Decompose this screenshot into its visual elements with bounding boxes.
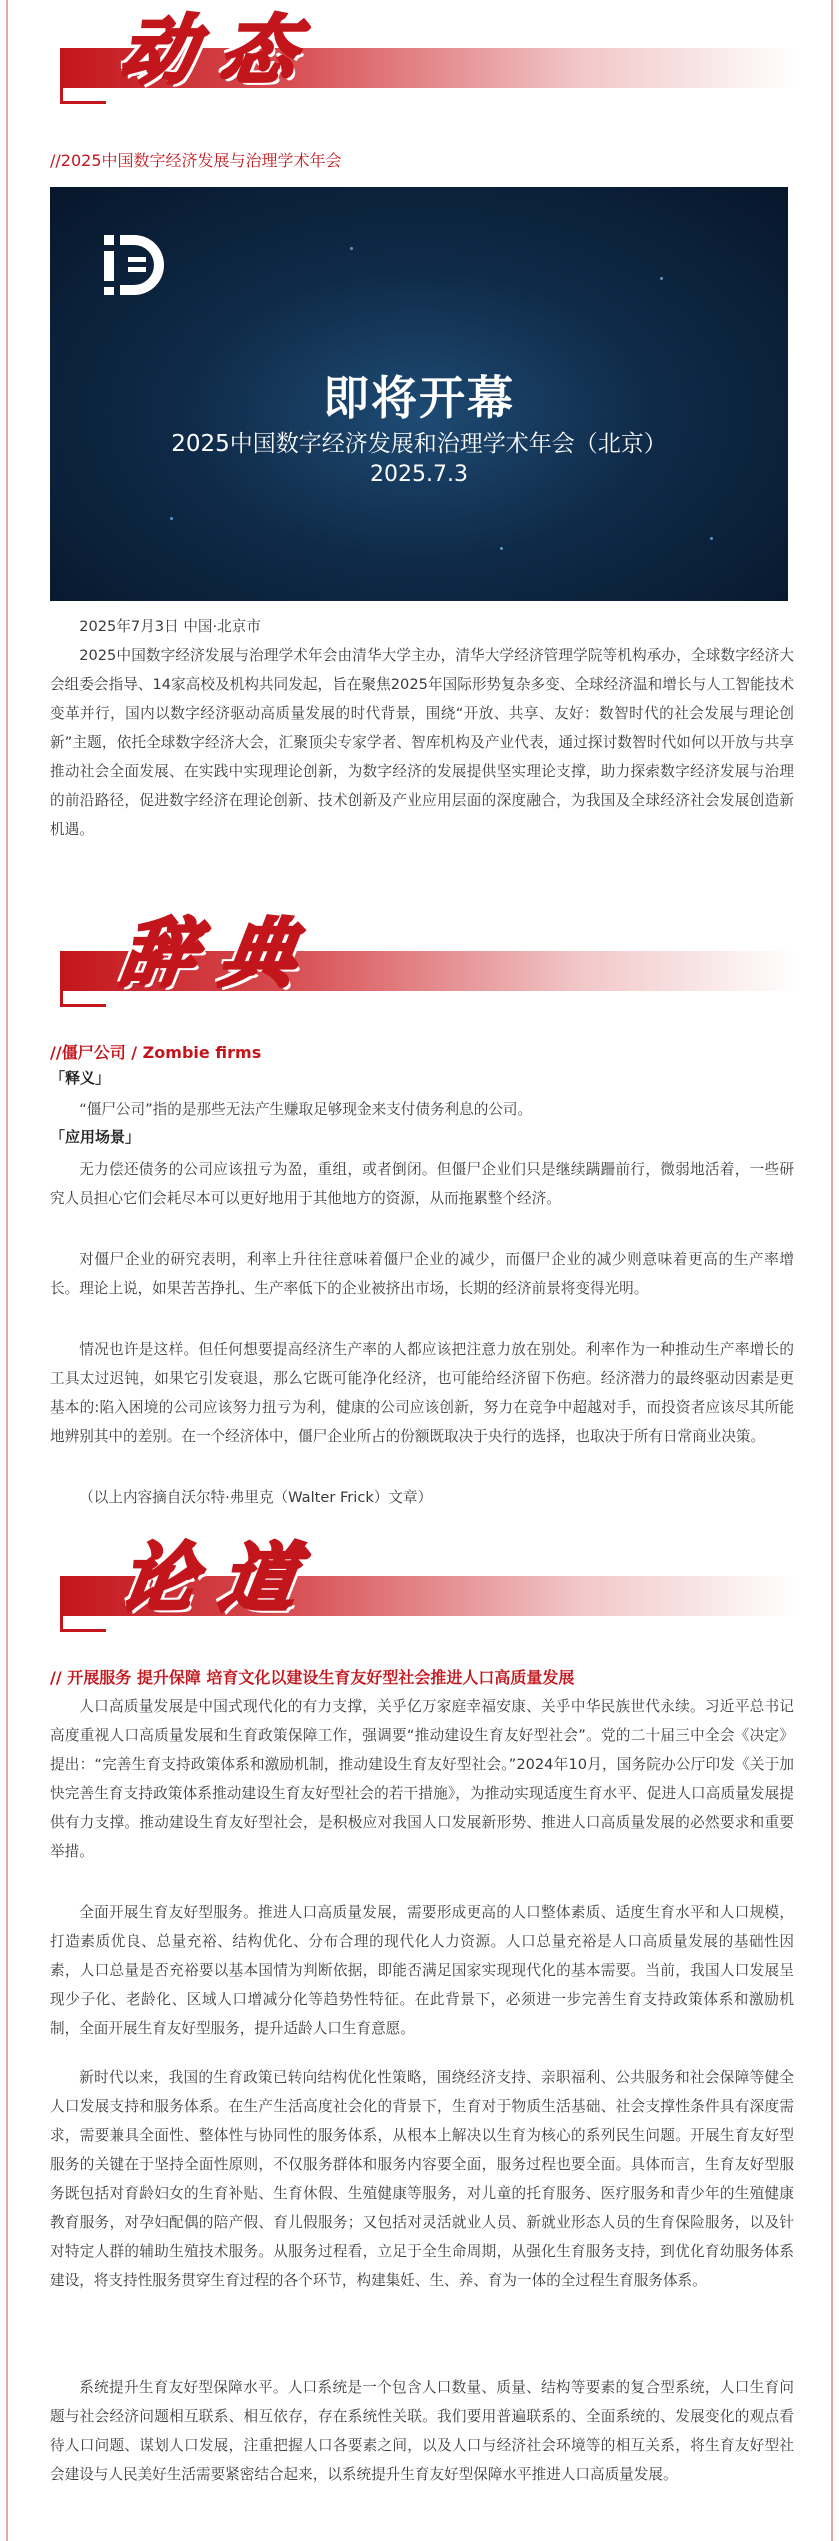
news-subheading[interactable]: //2025中国数字经济发展与治理学术年会 bbox=[50, 151, 342, 170]
banner-accent-line bbox=[60, 101, 106, 104]
poster-headline: 即将开幕 bbox=[323, 371, 515, 425]
news-body: 2025中国数字经济发展与治理学术年会由清华大学主办，清华大学经济管理学院等机构承办，全球数字经济大会组委会指导、14家高校及机构共同发起，旨在聚焦2025年国际形势复杂多变、全球经济温和增长与人工智能技术变革并行，国内以数字经济驱动高质量发展的时代背景，围绕“开放、共享、友好：数智时代的社会发展与理论创新”主题，依托全球数字经济大会，汇聚顶尖专家学者、智库机构及产业代表，通过探讨数智时代如何以开放与共享推动社会全面发展、在实践中实现理论创新，为数字经济的发展提供坚实理论支撑，助力探索数字经济发展与治理的前沿路径，促进数字经济在理论创新、技术创新及产业应用层面的深度融合，为我国及全球经济社会发展创造新机遇。 bbox=[50, 647, 794, 838]
definition-text: “僵尸公司”指的是那些无法产生赚取足够现金来支付债务利息的公司。 bbox=[79, 1101, 533, 1118]
banner-accent-line bbox=[60, 1576, 63, 1632]
section-title: 动态 bbox=[115, 8, 328, 94]
banner-accent-line bbox=[60, 1004, 106, 1007]
source-note: （以上内容摘自沃尔特·弗里克（Walter Frick）文章） bbox=[79, 1489, 433, 1506]
decor-dot bbox=[500, 547, 503, 550]
usage-paragraph: 对僵尸企业的研究表明，利率上升往往意味着僵尸企业的减少，而僵尸企业的减少则意味着更高的生产率增长。理论上说，如果苦苦挣扎、生产率低下的企业被挤出市场，长期的经济前景将变得光明。 bbox=[50, 1251, 794, 1297]
section-banner-cidian bbox=[60, 903, 800, 1013]
essay-paragraph: 新时代以来，我国的生育政策已转向结构优化性策略，围绕经济支持、亲职福利、公共服务和社会保障等健全人口发展支持和服务体系。在生产生活高度社会化的背景下，生育对于物质生活基础、社会支撑性条件具有深度需求，需要兼具全面性、整体性与协同性的服务体系，从根本上解决以生育为核心的系列民生问题。开展生育友好型服务的关键在于坚持全面性原则，不仅服务群体和服务内容要全面，服务过程也要全面。具体而言，生育友好型服务既包括对育龄妇女的生育补贴、生育休假、生殖健康等服务，对儿童的托育服务、医疗服务和青少年的生殖健康教育服务，对孕妇配偶的陪产假、育儿假服务；又包括对灵活就业人员、新就业形态人员的生育保险服务，以及针对特定人群的辅助生殖技术服务。从服务过程看，立足于全生命周期，从强化生育服务支持，到优化育幼服务体系建设，将支持性服务贯穿生育过程的各个环节，构建集妊、生、养、育为一体的全过程生育服务体系。 bbox=[50, 2069, 794, 2289]
decor-dot bbox=[170, 517, 173, 520]
section-title: 论道 bbox=[115, 1536, 328, 1622]
event-poster bbox=[50, 187, 788, 601]
right-border-line bbox=[831, 0, 833, 2541]
essay-paragraph: 全面开展生育友好型服务。推进人口高质量发展，需要形成更高的人口整体素质、适度生育水平和人口规模，打造素质优良、总量充裕、结构优化、分布合理的现代化人力资源。人口总量充裕是人口高质量发展的基础性因素，人口总量是否充裕要以基本国情为判断依据，即能否满足国家实现现代化的基本需要。当前，我国人口发展呈现少子化、老龄化、区域人口增减分化等趋势性特征。在此背景下，必须进一步完善生育支持政策体系和激励机制，全面开展生育友好型服务，提升适龄人口生育意愿。 bbox=[50, 1904, 794, 2037]
section-banner-dongtai bbox=[60, 0, 800, 110]
poster-event-name: 2025中国数字经济发展和治理学术年会（北京） bbox=[171, 431, 667, 457]
banner-accent-line bbox=[60, 48, 63, 104]
news-dateline: 2025年7月3日 中国·北京市 bbox=[79, 618, 261, 635]
poster-date: 2025.7.3 bbox=[370, 462, 468, 487]
left-border-line bbox=[6, 0, 8, 2541]
decor-dot bbox=[660, 277, 663, 280]
decor-dot bbox=[710, 537, 713, 540]
essay-subheading: // 开展服务 提升保障 培育文化以建设生育友好型社会推进人口高质量发展 bbox=[50, 1668, 575, 1687]
banner-accent-line bbox=[60, 951, 63, 1007]
de-logo-icon bbox=[98, 229, 168, 301]
banner-accent-line bbox=[60, 1629, 106, 1632]
section-title: 辞典 bbox=[115, 911, 328, 997]
usage-label: 「应用场景」 bbox=[50, 1128, 141, 1146]
usage-paragraph: 无力偿还债务的公司应该扭亏为盈，重组，或者倒闭。但僵尸企业们只是继续蹒跚前行，微弱地活着，一些研究人员担心它们会耗尽本可以更好地用于其他地方的资源，从而拖累整个经济。 bbox=[50, 1161, 794, 1207]
dictionary-subheading: //僵尸公司 / Zombie firms bbox=[50, 1043, 262, 1062]
section-banner-lundao bbox=[60, 1528, 800, 1638]
essay-paragraph: 系统提升生育友好型保障水平。人口系统是一个包含人口数量、质量、结构等要素的复合型系统，人口生育问题与社会经济问题相互联系、相互依存，存在系统性关联。我们要用普遍联系的、全面系统的、发展变化的观点看待人口问题、谋划人口发展，注重把握人口各要素之间，以及人口与经济社会环境等的相互关系，将生育友好型社会建设与人民美好生活需要紧密结合起来，以系统提升生育友好型保障水平推进人口高质量发展。 bbox=[50, 2379, 794, 2483]
decor-dot bbox=[350, 247, 353, 250]
definition-label: 「释义」 bbox=[50, 1069, 111, 1087]
usage-paragraph: 情况也许是这样。但任何想要提高经济生产率的人都应该把注意力放在别处。利率作为一种推动生产率增长的工具太过迟钝，如果它引发衰退，那么它既可能净化经济，也可能给经济留下伤疤。经济潜力的最终驱动因素是更基本的:陷入困境的公司应该努力扭亏为利，健康的公司应该创新，努力在竞争中超越对手，而投资者应该尽其所能地辨别其中的差别。在一个经济体中，僵尸企业所占的份额既取决于央行的选择，也取决于所有日常商业决策。 bbox=[50, 1341, 794, 1445]
essay-paragraph: 人口高质量发展是中国式现代化的有力支撑，关乎亿万家庭幸福安康、关乎中华民族世代永续。习近平总书记高度重视人口高质量发展和生育政策保障工作，强调要“推动建设生育友好型社会”。党的二十届三中全会《决定》提出：“完善生育支持政策体系和激励机制，推动建设生育友好型社会。”2024年10月，国务院办公厅印发《关于加快完善生育支持政策体系推动建设生育友好型社会的若干措施》，为推动实现适度生育水平、促进人口高质量发展提供有力支撑。推动建设生育友好型社会，是积极应对我国人口发展新形势、推进人口高质量发展的必然要求和重要举措。 bbox=[50, 1698, 794, 1860]
